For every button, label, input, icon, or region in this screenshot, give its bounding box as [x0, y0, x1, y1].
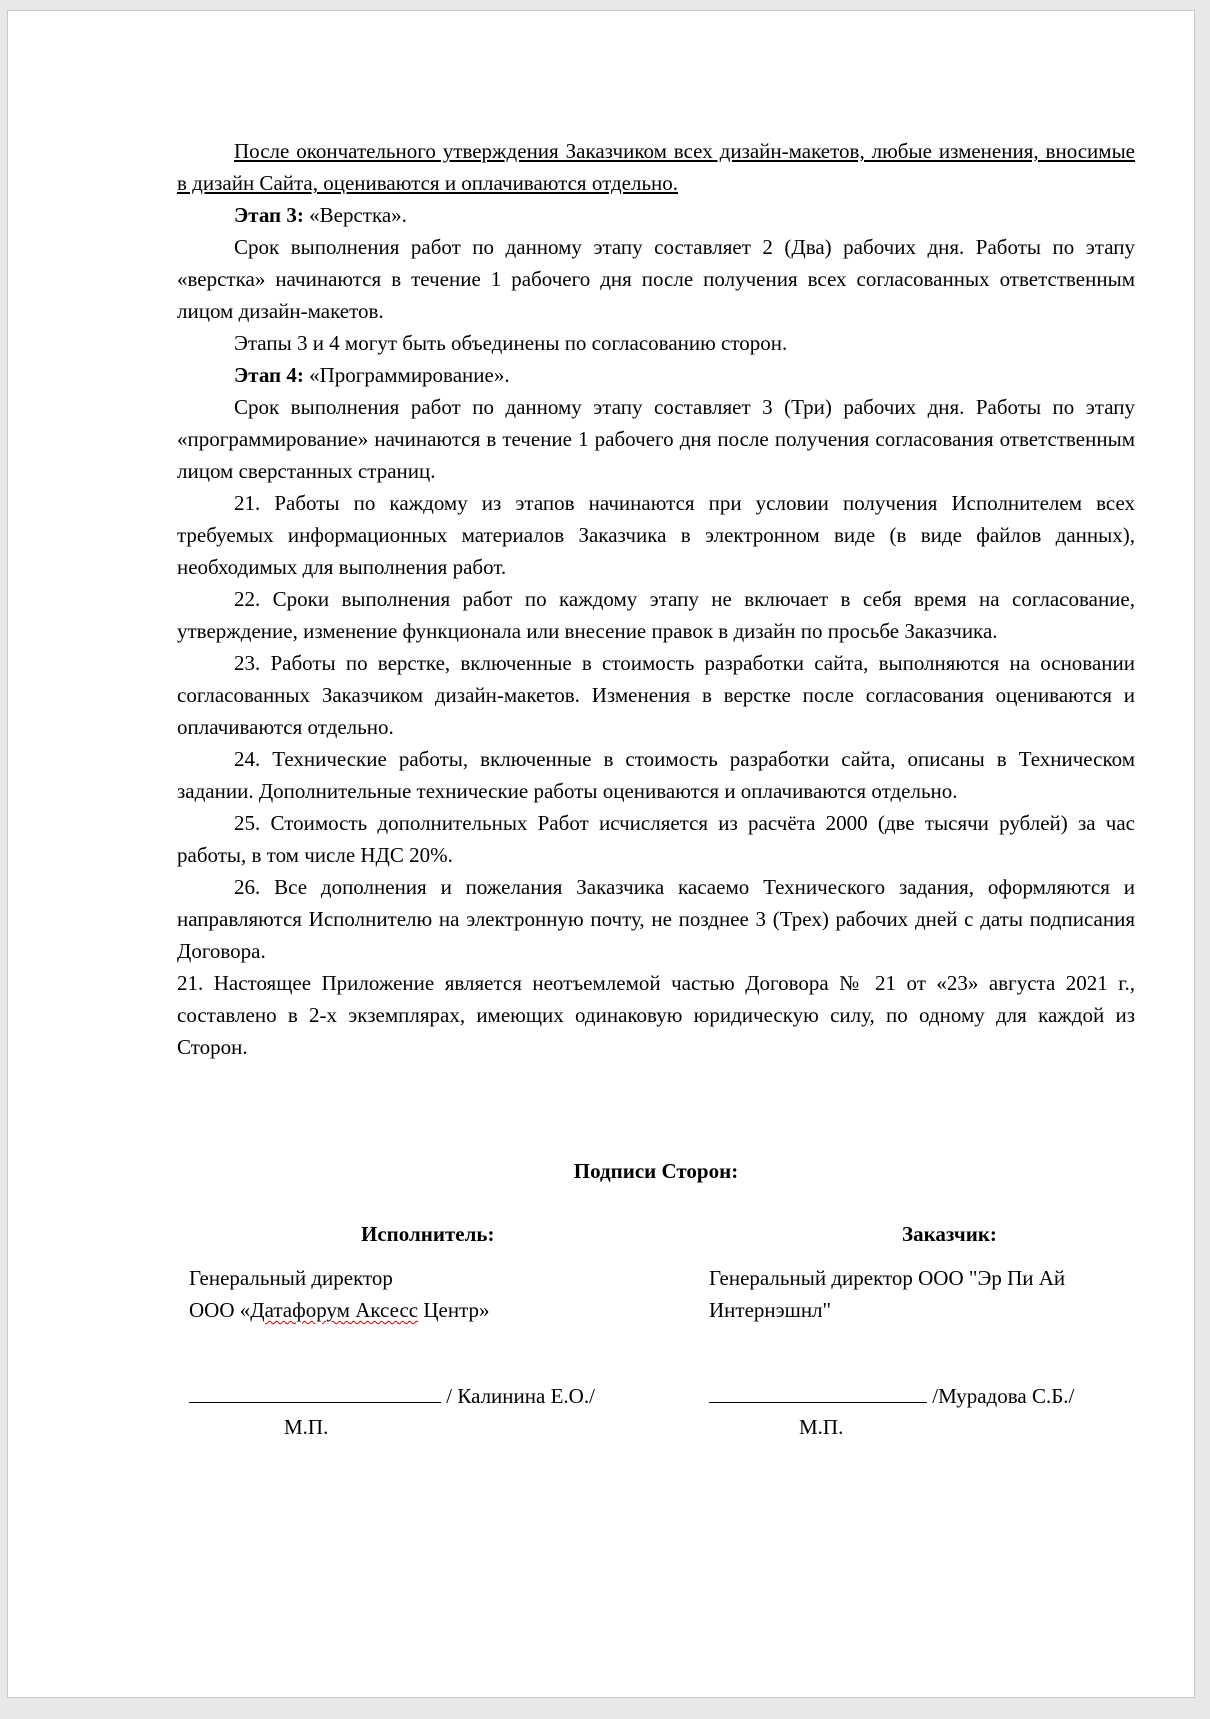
- paragraph-stage-4-terms: Срок выполнения работ по данному этапу составляет 3 (Три) рабочих дня. Работы по этапу «программирование» начинаются в течение 1 рабочего дня после получения согласования ответственным лицом сверстанных страниц.: [177, 395, 1135, 483]
- company-prefix: ООО «: [189, 1298, 251, 1322]
- signature-blank: [189, 1380, 441, 1403]
- signatures-title: Подписи Сторон:: [573, 1159, 739, 1183]
- paragraph-stage-3-terms: Срок выполнения работ по данному этапу составляет 2 (Два) рабочих дня. Работы по этапу «верстка» начинаются в течение 1 рабочего дня после получения всех согласованных ответственным лицом дизайн-макетов.: [177, 235, 1135, 323]
- stage-title: «Программирование».: [303, 363, 510, 387]
- executor-signatory: / Калинина Е.О./: [441, 1384, 595, 1408]
- executor-company: [189, 1294, 649, 1326]
- paragraph-stages-merge: Этапы 3 и 4 могут быть объединены по согласованию сторон.: [234, 331, 788, 355]
- paragraph-stage-3-heading: [177, 199, 1135, 231]
- paragraph-stage-4-heading: [177, 359, 1135, 391]
- customer-title: Заказчик:: [902, 1222, 997, 1246]
- paragraph-text: После окончательного утверждения Заказчиком всех дизайн-макетов, любые изменения, вносимые в дизайн Сайта, оцениваются и оплачиваются отдельно.: [177, 139, 1135, 195]
- customer-signature-line: [709, 1380, 1074, 1412]
- stage-title: «Верстка».: [303, 203, 407, 227]
- document-page: [7, 10, 1195, 1698]
- customer-stamp-place: М.П.: [799, 1415, 844, 1439]
- paragraph-clause-21: 21. Работы по каждому из этапов начинаются при условии получения Исполнителем всех требуемых информационных материалов Заказчика в электронном виде (в виде файлов данных), необходимых для выполнения работ.: [177, 491, 1135, 579]
- stage-label: Этап 4:: [234, 363, 304, 387]
- paragraph-clause-22: 22. Сроки выполнения работ по каждому этапу не включает в себя время на согласование, утверждение, изменение функционала или внесение правок в дизайн по просьбе Заказчика.: [177, 587, 1135, 643]
- executor-signature-line: [189, 1380, 595, 1412]
- signature-blank: [709, 1380, 927, 1403]
- paragraph-final-clause: 21. Настоящее Приложение является неотъемлемой частью Договора № 21 от «23» августа 2021 г., составлено в 2-х экземплярах, имеющих одинаковую юридическую силу, по одному для каждой из Сторон.: [177, 971, 1135, 1059]
- paragraph-clause-26: 26. Все дополнения и пожелания Заказчика касаемо Технического задания, оформляются и направляются Исполнителю на электронную почту, не позднее 3 (Трех) рабочих дней с даты подписания Договора.: [177, 875, 1135, 963]
- customer-position-company: Генеральный директор ООО "Эр Пи Ай Интернэшнл": [709, 1266, 1066, 1322]
- paragraph-clause-24: 24. Технические работы, включенные в стоимость разработки сайта, описаны в Техническом задании. Дополнительные технические работы оцениваются и оплачиваются отдельно.: [177, 747, 1135, 803]
- document-body: [177, 135, 1135, 1063]
- customer-details: [709, 1262, 1149, 1326]
- paragraph-clause-25: 25. Стоимость дополнительных Работ исчисляется из расчёта 2000 (две тысячи рублей) за час работы, в том числе НДС 20%.: [177, 811, 1135, 867]
- paragraph-design-approval: [177, 135, 1135, 199]
- paragraph-clause-23: 23. Работы по верстке, включенные в стоимость разработки сайта, выполняются на основании согласованных Заказчиком дизайн-макетов. Изменения в верстке после согласования оцениваются и оплачиваются отдельно.: [177, 651, 1135, 739]
- executor-details: [189, 1262, 649, 1326]
- executor-position: Генеральный директор: [189, 1266, 393, 1290]
- customer-signatory: /Мурадова С.Б./: [927, 1384, 1075, 1408]
- spellcheck-flagged-text[interactable]: Датафорум Аксесс: [250, 1298, 419, 1322]
- company-suffix: Центр»: [418, 1298, 490, 1322]
- executor-title: Исполнитель:: [361, 1222, 495, 1246]
- stage-label: Этап 3:: [234, 203, 304, 227]
- executor-stamp-place: М.П.: [284, 1415, 329, 1439]
